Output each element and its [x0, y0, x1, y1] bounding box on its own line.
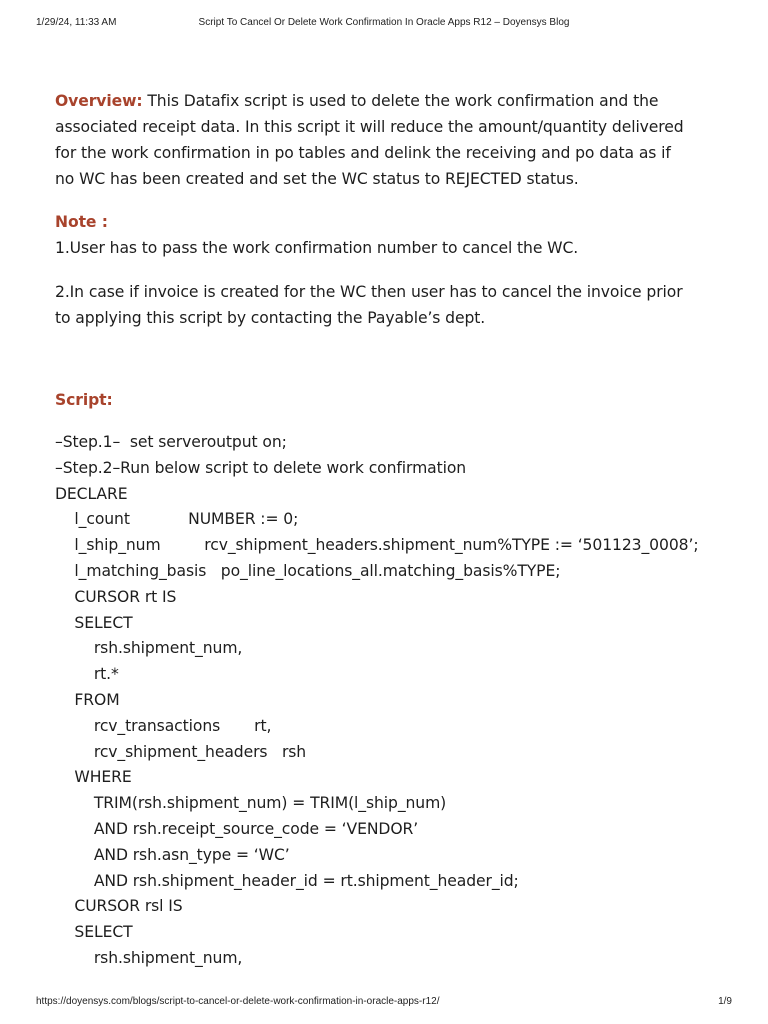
print-url: https://doyensys.com/blogs/script-to-cancel-or-delete-work-confirmation-in-oracle-apps-r12/	[36, 996, 440, 1007]
note-item-2-line-1: 2.In case if invoice is created for the WC then user has to cancel the invoice prior	[55, 283, 683, 301]
code-line: FROM	[55, 690, 120, 709]
code-line: SELECT	[55, 923, 133, 942]
code-line: rsh.shipment_num,	[55, 639, 243, 658]
note-item-2-line-2: to applying this script by contacting the Payable’s dept.	[55, 309, 486, 327]
code-line: rsh.shipment_num,	[55, 948, 243, 967]
overview-heading: Overview:	[55, 92, 143, 110]
script-heading: Script:	[55, 391, 113, 409]
overview-line-1: This Datafix script is used to delete the work confirmation and the	[142, 92, 659, 110]
code-line: l_matching_basis po_line_locations_all.matching_basis%TYPE;	[55, 561, 561, 580]
code-line: AND rsh.shipment_header_id = rt.shipment_header_id;	[55, 871, 519, 890]
print-footer	[0, 996, 768, 1008]
code-line: –Step.1– set serveroutput on;	[55, 433, 287, 451]
code-line: rcv_shipment_headers rsh	[55, 742, 307, 761]
overview-line-3: for the work confirmation in po tables and delink the receiving and po data as if	[55, 144, 671, 162]
note-heading: Note :	[55, 213, 108, 231]
code-line: WHERE	[55, 768, 132, 787]
code-line: AND rsh.asn_type = ‘WC’	[55, 845, 290, 864]
note-item-2	[55, 279, 695, 331]
code-line: TRIM(rsh.shipment_num) = TRIM(l_ship_num)	[55, 794, 447, 813]
code-line: CURSOR rsl IS	[55, 897, 183, 916]
script-heading-block	[55, 387, 695, 413]
code-line: CURSOR rt IS	[55, 587, 177, 606]
code-line: AND rsh.receipt_source_code = ‘VENDOR’	[55, 819, 419, 838]
overview-line-4: no WC has been created and set the WC status to REJECTED status.	[55, 170, 579, 188]
print-page-title: Script To Cancel Or Delete Work Confirmation In Oracle Apps R12 – Doyensys Blog	[198, 17, 570, 28]
print-header	[0, 17, 768, 29]
note-heading-block	[55, 209, 695, 235]
article-body	[55, 88, 699, 972]
code-line: l_count NUMBER := 0;	[55, 510, 299, 529]
code-line: l_ship_num rcv_shipment_headers.shipment_num%TYPE := ‘501123_0008’;	[55, 536, 699, 555]
print-datetime: 1/29/24, 11:33 AM	[36, 17, 117, 28]
code-line: DECLARE	[55, 484, 128, 503]
code-line: rt.*	[55, 665, 119, 684]
code-line: rcv_transactions rt,	[55, 716, 272, 735]
code-line: SELECT	[55, 613, 133, 632]
overview-line-2: associated receipt data. In this script it will reduce the amount/quantity delivered	[55, 118, 684, 136]
code-line: –Step.2–Run below script to delete work confirmation	[55, 458, 467, 477]
overview-paragraph	[55, 88, 695, 192]
script-code-block	[55, 430, 699, 972]
note-item-1: 1.User has to pass the work confirmation number to cancel the WC.	[55, 239, 579, 257]
print-page-number: 1/9	[718, 996, 732, 1007]
